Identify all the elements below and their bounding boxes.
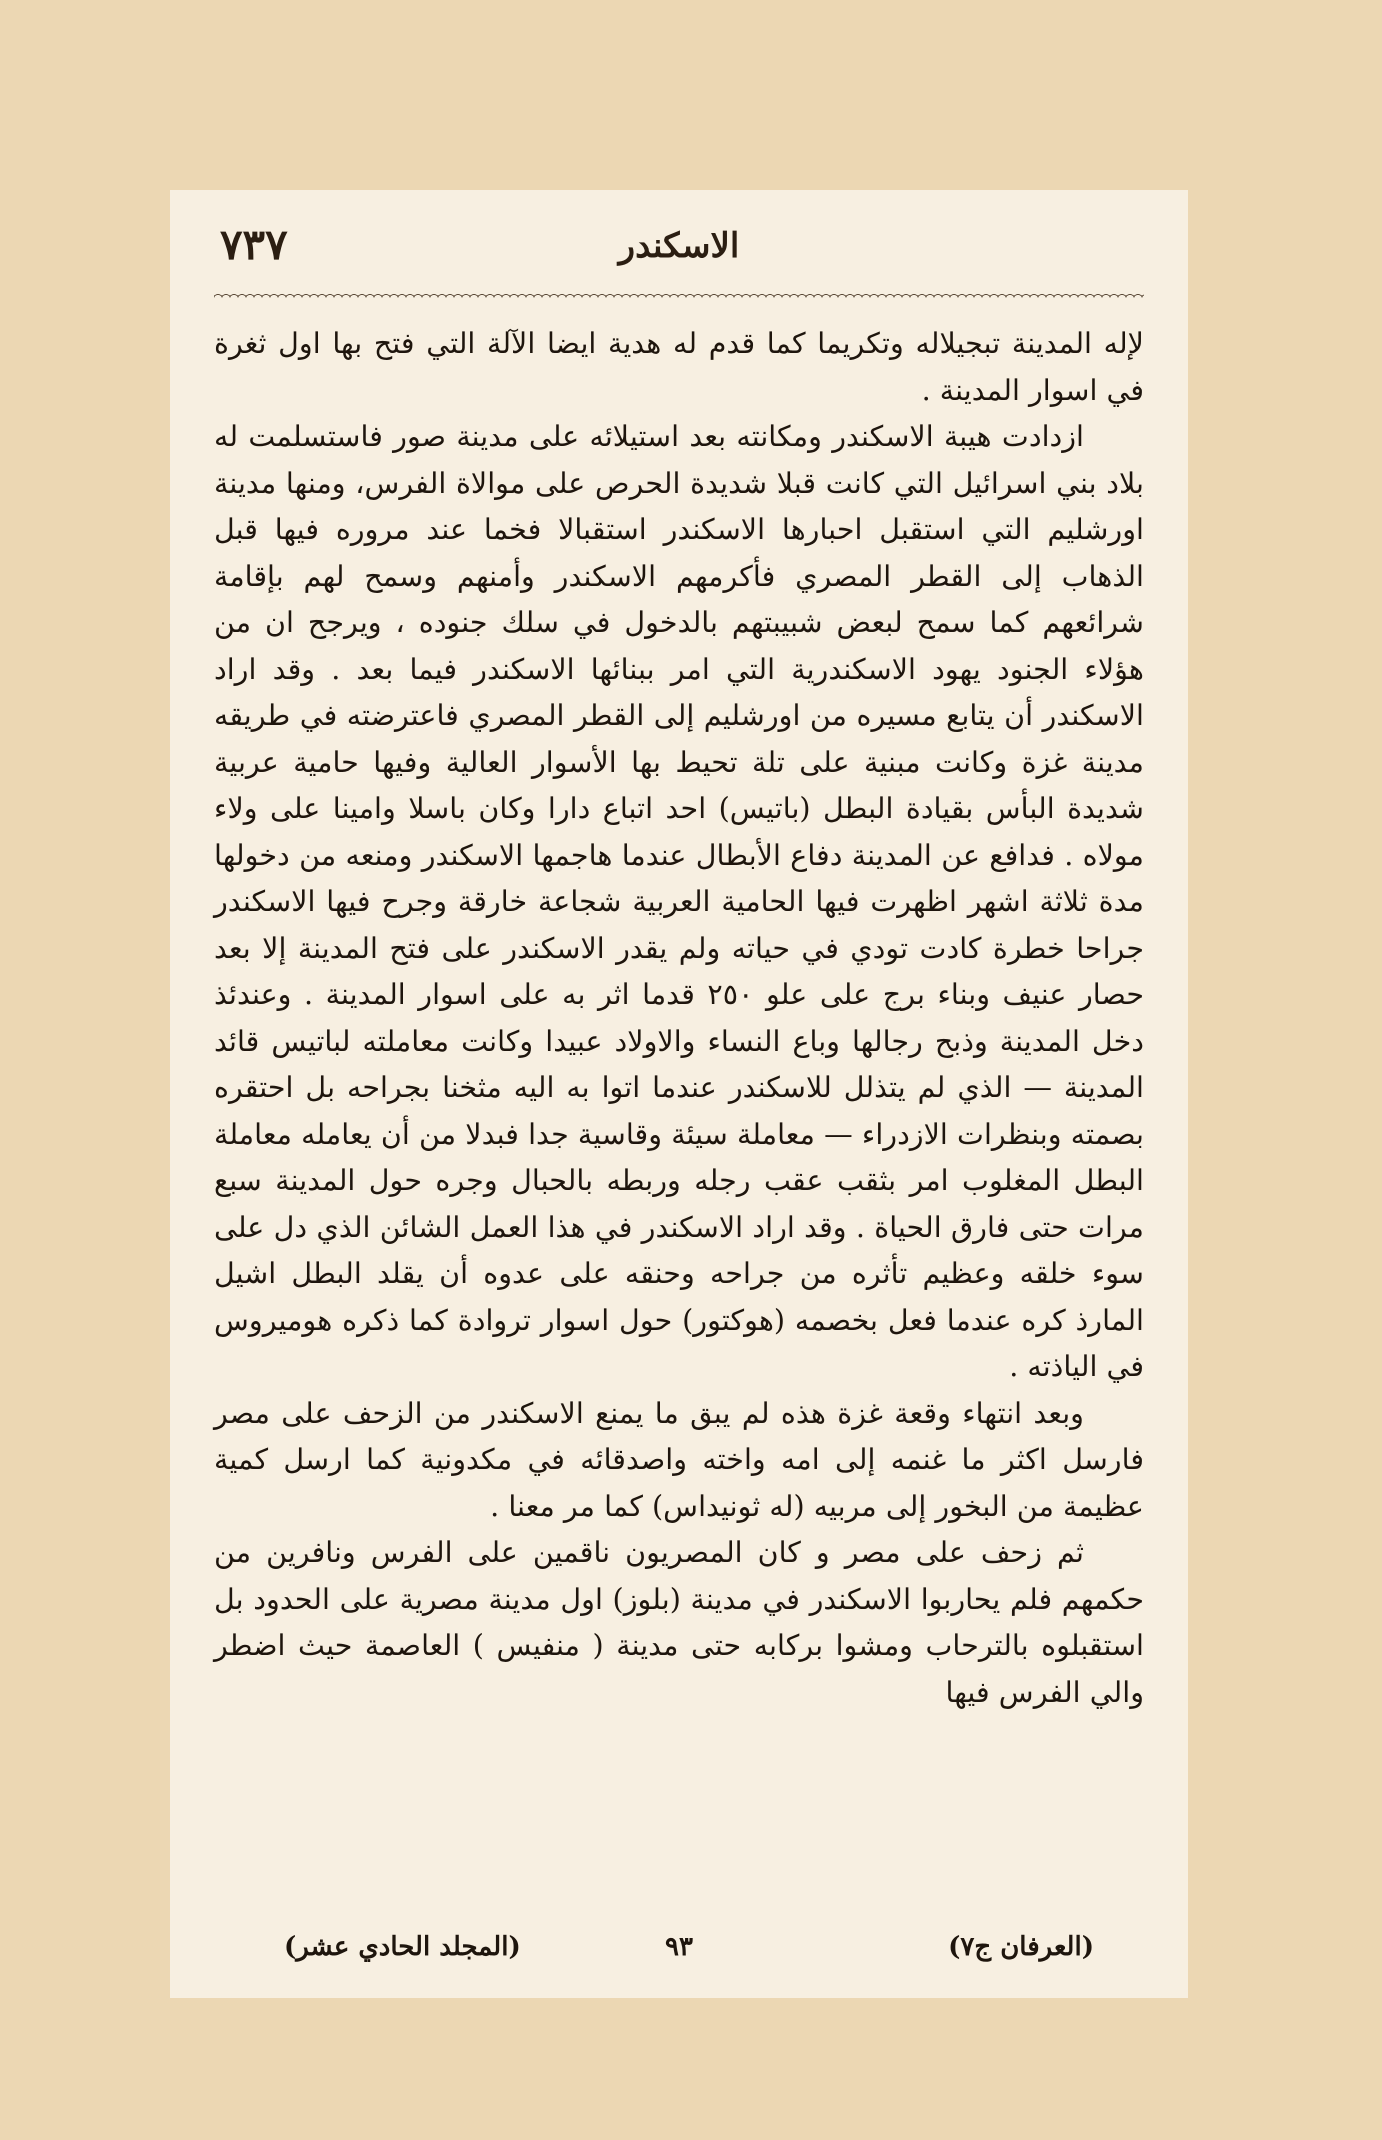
page-footer (214, 1932, 1144, 1972)
paragraph: لإله المدينة تبجيلاله وتكريما كما قدم له هدية ايضا الآلة التي فتح بها اول ثغرة في اسوار المدينة . (214, 326, 1144, 407)
article-body (214, 320, 1144, 1715)
paragraph: وبعد انتهاء وقعة غزة هذه لم يبق ما يمنع الاسكندر من الزحف على مصر فارسل اكثر ما غنمه إلى امه واخته واصدقائه في مكدونية كما ارسل كمية عظيمة من البخور إلى مربيه (له ثونيداس) كما مر معنا . (214, 1395, 1144, 1523)
page-number: ٧٣٧ (220, 220, 288, 269)
document-page (170, 190, 1188, 1998)
paragraph: ثم زحف على مصر و كان المصريون ناقمين على الفرس ونافرين من حكمهم فلم يحاربوا الاسكندر في مدينة (بلوز) اول مدينة مصرية على الحدود بل استقبلوه بالترحاب ومشوا بركابه حتى مدينة ( منفيس ) العاصمة حيث اضطر والي الفرس فيها (214, 1535, 1144, 1709)
page-title: الاسكندر (618, 226, 740, 266)
footer-page-number: ٩٣ (665, 1932, 693, 1962)
footer-volume: (المجلد الحادي عشر) (284, 1932, 521, 1962)
footer-journal: (العرفان ج٧) (948, 1932, 1094, 1962)
wavy-divider (214, 290, 1144, 300)
page-header (210, 220, 1148, 280)
paragraph: ازدادت هيبة الاسكندر ومكانته بعد استيلائه على مدينة صور فاستسلمت له بلاد بني اسرائيل التي كانت قبلا شديدة الحرص على موالاة الفرس، ومنها مدينة اورشليم التي استقبل احبارها الاسكندر استقبالا فخما عند مروره فيها قبل الذهاب إلى القطر المصري فأكرمهم الاسكندر وأمنهم وسمح لهم بإقامة شرائعهم كما سمح لبعض شبيبتهم بالدخول في سلك جنوده ، ويرجح ان من هؤلاء الجنود يهود الاسكندرية التي امر ببنائها الاسكندر فيما بعد . وقد اراد الاسكندر أن يتابع مسيره من اورشليم إلى القطر المصري فاعترضته في طريقه مدينة غزة وكانت مبنية على تلة تحيط بها الأسوار العالية وفيها حامية عربية شديدة البأس بقيادة البطل (باتيس) احد اتباع دارا وكان باسلا وامينا على ولاء مولاه . فدافع عن المدينة دفاع الأبطال عندما هاجمها الاسكندر ومنعه من دخولها مدة ثلاثة اشهر اظهرت فيها الحامية العربية شجاعة خارقة وجرح فيها الاسكندر جراحا خطرة كادت تودي في حياته ولم يقدر الاسكندر على فتح المدينة إلا بعد حصار عنيف وبناء برج على علو ٢٥٠ قدما اثر به على اسوار المدينة . وعندئذ دخل المدينة وذبح رجالها وباع النساء والاولاد عبيدا وكانت معاملته لباتيس قائد المدينة — الذي لم يتذلل للاسكندر عندما اتوا به اليه مثخنا بجراحه بل احتقره بصمته وبنظرات الازدراء — معاملة سيئة وقاسية جدا فبدلا من أن يعامله معاملة البطل المغلوب امر بثقب عقب رجله وربطه بالحبال وجره حول المدينة سبع مرات حتى فارق الحياة . وقد اراد الاسكندر في هذا العمل الشائن الذي دل على سوء خلقه وعظيم تأثره من جراحه وحنقه على عدوه أن يقلد البطل اشيل المارذ كره عندما فعل بخصمه (هوكتور) حول اسوار تروادة كما ذكره هوميروس في الياذته . (214, 419, 1144, 1383)
